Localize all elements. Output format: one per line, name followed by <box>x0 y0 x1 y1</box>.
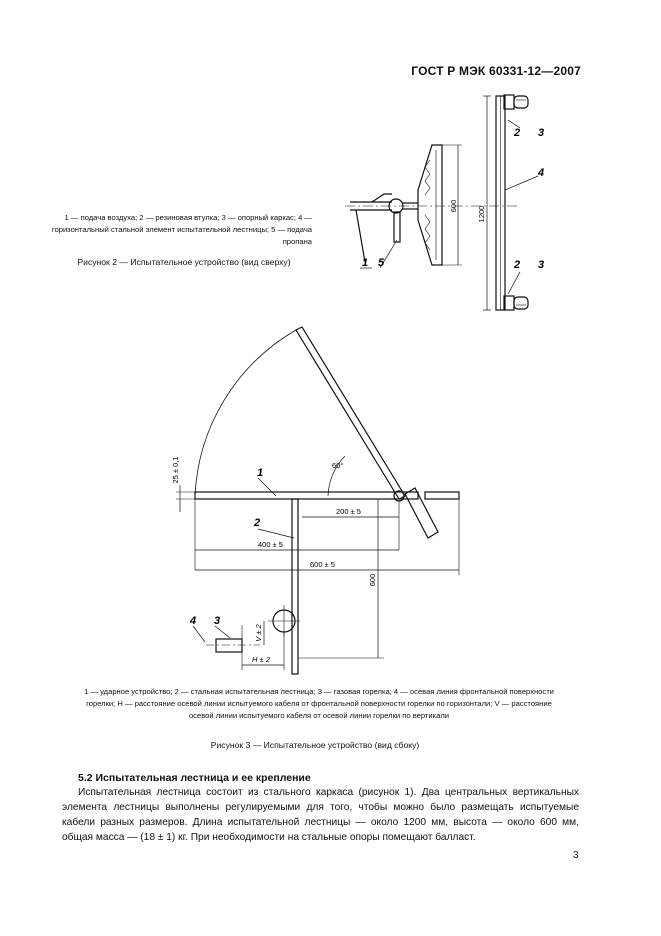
fig2-dim-1200: 1200 <box>477 205 486 223</box>
fig2-label-5: 5 <box>378 257 385 269</box>
fig3-dim-600-vertical: 600 <box>368 573 377 587</box>
figure-2-legend: 1 — подача воздуха; 2 — резиновая втулка; 3 — опорный каркас; 4 — горизонтальный стальной элемент испытательной лестницы; 5 — подача пропана <box>51 213 312 246</box>
fig3-dim-h: H ± 2 <box>252 655 270 664</box>
fig2-label-3-top: 3 <box>538 127 545 139</box>
fig3-swing-arc <box>195 330 296 496</box>
fig3-dim-25: 25 ± 0,1 <box>171 456 180 484</box>
fig2-propane-feed <box>394 212 400 242</box>
fig3-gas-burner <box>216 639 242 652</box>
fig3-dim-angle: 60° <box>332 461 344 470</box>
fig3-label-3: 3 <box>214 615 221 627</box>
figure-3-caption: Рисунок 3 — Испытательное устройство (вид сбоку) <box>210 740 420 750</box>
figure-3-drawing <box>0 320 661 680</box>
fig2-burner-head <box>418 145 442 265</box>
fig2-dim-600: 600 <box>449 199 458 213</box>
fig3-dim-600-horizontal: 600 ± 5 <box>310 560 335 569</box>
figure-2-drawing <box>0 0 661 320</box>
fig3-impact-arm <box>296 327 405 499</box>
section-title: 5.2 Испытательная лестница и ее крепление <box>78 772 311 784</box>
fig2-label-1: 1 <box>362 257 369 269</box>
figure-2-caption: Рисунок 2 — Испытательное устройство (вид сверху) <box>77 257 291 267</box>
fig3-label-1: 1 <box>257 467 264 479</box>
fig3-ladder-rail <box>195 492 418 499</box>
fig3-label-4: 4 <box>190 615 197 627</box>
fig2-label-2-top: 2 <box>514 127 521 139</box>
fig3-ladder-post <box>292 499 298 674</box>
figure-3-legend: 1 — ударное устройство; 2 — стальная испытательная лестница; 3 — газовая горелка; 4 — осевая линия фронтальной поверхности горелки; H — расстояние осевой линии испытуемого кабеля от фронтальной поверхности горелки по горизонтали; V — расстояние осевой линии испытуемого кабеля от осевой линии горелки по вертикали <box>84 687 554 720</box>
fig3-dim-400: 400 ± 5 <box>258 540 283 549</box>
fig2-label-3-bottom: 3 <box>538 259 545 271</box>
fig3-label-2: 2 <box>254 517 261 529</box>
section-paragraph: Испытательная лестница состоит из стального каркаса (рисунок 1). Два центральных вертикальных элемента лестницы выполнены регулируемыми для того, чтобы можно было размещать испытуемые кабели разных размеров. Длина испытательной лестницы — около 1200 мм, высота — около 600 мм, общая масса — (18 ± 1) кг. При необходимости на стальные опоры помещают балласт. <box>62 787 579 843</box>
standard-header: ГОСТ Р МЭК 60331-12—2007 <box>411 64 581 78</box>
fig3-dim-200: 200 ± 5 <box>336 507 361 516</box>
fig2-label-2-bottom: 2 <box>514 259 521 271</box>
fig2-label-4: 4 <box>538 167 545 179</box>
fig3-dim-v: V ± 2 <box>254 624 263 642</box>
page-number: 3 <box>573 850 579 861</box>
